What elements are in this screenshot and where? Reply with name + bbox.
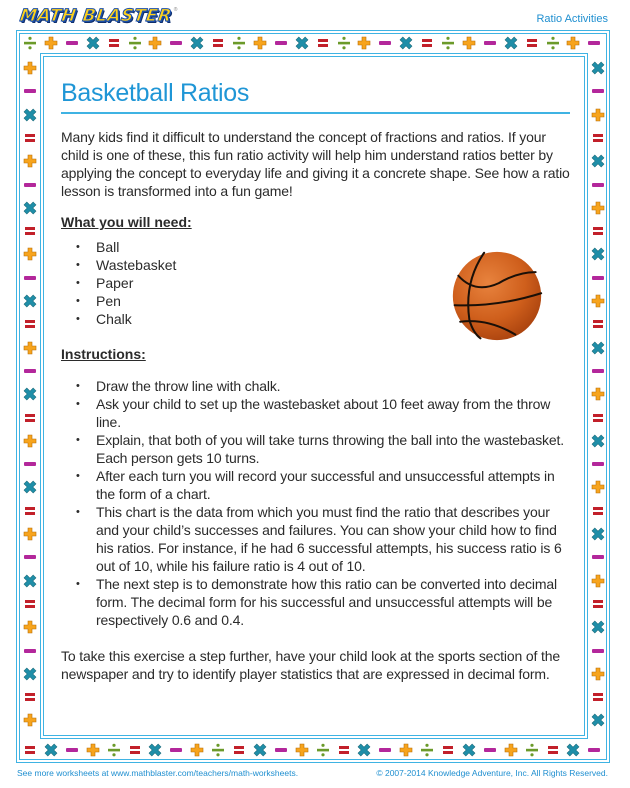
minus-symbol-icon xyxy=(65,36,79,50)
minus-symbol-icon xyxy=(65,743,79,757)
plus-symbol-icon xyxy=(23,713,37,727)
plus-symbol-icon xyxy=(23,527,37,541)
plus-symbol-icon xyxy=(253,36,267,50)
minus-symbol-icon xyxy=(591,644,605,658)
times-symbol-icon xyxy=(591,434,605,448)
instruction-step: • This chart is the data from which you must find the ratio that describes your and your child’s successes and failures. You can show your child how to find his ratios. For instance, if he had 6 successful attempts, his success ratio is 6 out of 10, while his failure ratio is 4 out of 10. xyxy=(73,503,571,575)
minus-symbol-icon xyxy=(591,271,605,285)
needs-heading: What you will need: xyxy=(61,214,192,230)
equals-symbol-icon xyxy=(107,36,121,50)
divide-symbol-icon xyxy=(337,36,351,50)
math-blaster-logo[interactable] xyxy=(20,5,177,27)
minus-symbol-icon xyxy=(378,743,392,757)
times-symbol-icon xyxy=(23,574,37,588)
times-symbol-icon xyxy=(504,36,518,50)
minus-symbol-icon xyxy=(274,36,288,50)
times-symbol-icon xyxy=(23,667,37,681)
instruction-step: • Explain, that both of you will take turns throwing the ball into the wastebasket. Each person gets 10 turns. xyxy=(73,431,571,467)
minus-symbol-icon xyxy=(591,84,605,98)
worksheet-content xyxy=(61,78,571,683)
minus-symbol-icon xyxy=(591,178,605,192)
divide-symbol-icon xyxy=(23,36,37,50)
times-symbol-icon xyxy=(591,154,605,168)
times-symbol-icon xyxy=(399,36,413,50)
list-item: • Ball xyxy=(73,238,571,256)
times-symbol-icon xyxy=(591,341,605,355)
minus-symbol-icon xyxy=(23,178,37,192)
divide-symbol-icon xyxy=(546,36,560,50)
minus-symbol-icon xyxy=(483,743,497,757)
equals-symbol-icon xyxy=(316,36,330,50)
divide-symbol-icon xyxy=(128,36,142,50)
times-symbol-icon xyxy=(591,527,605,541)
minus-symbol-icon xyxy=(23,644,37,658)
times-symbol-icon xyxy=(23,480,37,494)
plus-symbol-icon xyxy=(23,247,37,261)
equals-symbol-icon xyxy=(23,690,37,704)
times-symbol-icon xyxy=(86,36,100,50)
instruction-step: • Ask your child to set up the wastebasket about 10 feet away from the throw line. xyxy=(73,395,571,431)
minus-symbol-icon xyxy=(23,84,37,98)
minus-symbol-icon xyxy=(23,364,37,378)
plus-symbol-icon xyxy=(148,36,162,50)
equals-symbol-icon xyxy=(23,597,37,611)
times-symbol-icon xyxy=(23,294,37,308)
divide-symbol-icon xyxy=(316,743,330,757)
times-symbol-icon xyxy=(591,247,605,261)
plus-symbol-icon xyxy=(23,341,37,355)
plus-symbol-icon xyxy=(86,743,100,757)
plus-symbol-icon xyxy=(591,574,605,588)
minus-symbol-icon xyxy=(169,36,183,50)
instructions-heading: Instructions: xyxy=(61,346,146,362)
minus-symbol-icon xyxy=(23,550,37,564)
equals-symbol-icon xyxy=(23,131,37,145)
times-symbol-icon xyxy=(591,620,605,634)
equals-symbol-icon xyxy=(591,690,605,704)
minus-symbol-icon xyxy=(274,743,288,757)
equals-symbol-icon xyxy=(23,504,37,518)
equals-symbol-icon xyxy=(591,131,605,145)
registered-mark: ® xyxy=(173,7,178,13)
times-symbol-icon xyxy=(23,108,37,122)
times-symbol-icon xyxy=(591,713,605,727)
equals-symbol-icon xyxy=(337,743,351,757)
equals-symbol-icon xyxy=(211,36,225,50)
basketball-icon xyxy=(451,250,543,342)
more-worksheets-link[interactable]: See more worksheets at www.mathblaster.com/teachers/math-worksheets. xyxy=(17,768,299,778)
plus-symbol-icon xyxy=(591,480,605,494)
plus-symbol-icon xyxy=(23,61,37,75)
minus-symbol-icon xyxy=(591,364,605,378)
list-item: • Wastebasket xyxy=(73,256,571,274)
equals-symbol-icon xyxy=(23,743,37,757)
equals-symbol-icon xyxy=(128,743,142,757)
plus-symbol-icon xyxy=(591,108,605,122)
minus-symbol-icon xyxy=(483,36,497,50)
equals-symbol-icon xyxy=(591,597,605,611)
equals-symbol-icon xyxy=(23,317,37,331)
equals-symbol-icon xyxy=(591,224,605,238)
plus-symbol-icon xyxy=(504,743,518,757)
ratio-activities-link[interactable]: Ratio Activities xyxy=(536,13,608,25)
plus-symbol-icon xyxy=(23,154,37,168)
plus-symbol-icon xyxy=(566,36,580,50)
minus-symbol-icon xyxy=(378,36,392,50)
plus-symbol-icon xyxy=(591,201,605,215)
plus-symbol-icon xyxy=(591,667,605,681)
minus-symbol-icon xyxy=(169,743,183,757)
plus-symbol-icon xyxy=(295,743,309,757)
times-symbol-icon xyxy=(591,61,605,75)
minus-symbol-icon xyxy=(23,271,37,285)
title-divider xyxy=(61,112,570,114)
divide-symbol-icon xyxy=(420,743,434,757)
instructions-list xyxy=(61,377,571,629)
times-symbol-icon xyxy=(148,743,162,757)
instruction-step: • The next step is to demonstrate how this ratio can be converted into decimal form. The decimal form for his successful and unsuccessful attempts will be respectively 0.6 and 0.4. xyxy=(73,575,571,629)
plus-symbol-icon xyxy=(190,743,204,757)
plus-symbol-icon xyxy=(399,743,413,757)
list-item: • Chalk xyxy=(73,310,571,328)
instruction-step: • Draw the throw line with chalk. xyxy=(73,377,571,395)
divide-symbol-icon xyxy=(211,743,225,757)
times-symbol-icon xyxy=(253,743,267,757)
minus-symbol-icon xyxy=(591,457,605,471)
divide-symbol-icon xyxy=(441,36,455,50)
logo-text: MATH BLASTER xyxy=(18,6,174,26)
times-symbol-icon xyxy=(462,743,476,757)
equals-symbol-icon xyxy=(591,504,605,518)
page-title: Basketball Ratios xyxy=(61,79,250,107)
equals-symbol-icon xyxy=(591,411,605,425)
plus-symbol-icon xyxy=(591,387,605,401)
plus-symbol-icon xyxy=(23,620,37,634)
instruction-step: • After each turn you will record your successful and unsuccessful attempts in the form of a chart. xyxy=(73,467,571,503)
equals-symbol-icon xyxy=(546,743,560,757)
minus-symbol-icon xyxy=(587,743,601,757)
divide-symbol-icon xyxy=(525,743,539,757)
equals-symbol-icon xyxy=(525,36,539,50)
times-symbol-icon xyxy=(44,743,58,757)
equals-symbol-icon xyxy=(23,224,37,238)
outro-paragraph: To take this exercise a step further, have your child look at the sports section of the newspaper and try to identify player statistics that are expressed in decimal form. xyxy=(61,648,561,682)
minus-symbol-icon xyxy=(587,36,601,50)
divide-symbol-icon xyxy=(232,36,246,50)
times-symbol-icon xyxy=(295,36,309,50)
copyright-text: © 2007-2014 Knowledge Adventure, Inc. All Rights Reserved. xyxy=(376,768,608,778)
equals-symbol-icon xyxy=(441,743,455,757)
equals-symbol-icon xyxy=(23,411,37,425)
minus-symbol-icon xyxy=(23,457,37,471)
times-symbol-icon xyxy=(566,743,580,757)
equals-symbol-icon xyxy=(232,743,246,757)
plus-symbol-icon xyxy=(357,36,371,50)
list-item: • Pen xyxy=(73,292,571,310)
equals-symbol-icon xyxy=(591,317,605,331)
times-symbol-icon xyxy=(357,743,371,757)
divide-symbol-icon xyxy=(107,743,121,757)
plus-symbol-icon xyxy=(44,36,58,50)
minus-symbol-icon xyxy=(591,550,605,564)
plus-symbol-icon xyxy=(591,294,605,308)
times-symbol-icon xyxy=(23,201,37,215)
intro-paragraph: Many kids find it difficult to understand the concept of fractions and ratios. If your child is one of these, this fun ratio activity will help him understand ratios better by applying the concept to everyday life and giving it a concrete shape. See how a ratio lesson is transformed into a fun game! xyxy=(61,129,570,199)
times-symbol-icon xyxy=(23,387,37,401)
times-symbol-icon xyxy=(190,36,204,50)
list-item: • Paper xyxy=(73,274,571,292)
equals-symbol-icon xyxy=(420,36,434,50)
plus-symbol-icon xyxy=(23,434,37,448)
plus-symbol-icon xyxy=(462,36,476,50)
